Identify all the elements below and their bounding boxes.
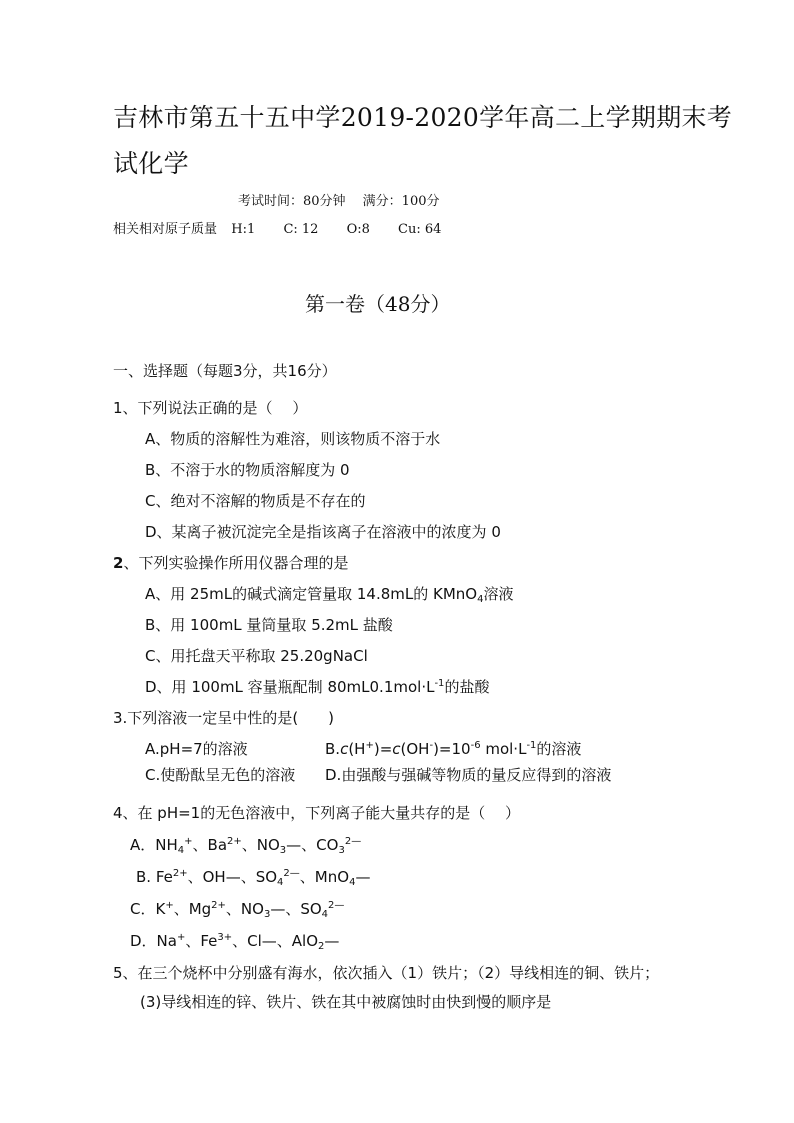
q4c-9: 2— — [328, 900, 345, 911]
q3-b-h: (H — [348, 740, 366, 758]
q4d-4: 、Cl—、AlO — [232, 932, 319, 950]
mass-cu: Cu: 64 — [398, 222, 442, 237]
exam-info: 考试时间：80分钟 满分：100分 — [238, 194, 440, 209]
q4a-3: 、Ba — [192, 836, 228, 854]
q2-number: 2 — [113, 554, 124, 572]
section-title: 第一卷（48分） — [305, 292, 451, 316]
q4d-1: + — [176, 932, 186, 943]
part-heading: 一、选择题（每题3分，共16分） — [113, 362, 337, 380]
q1-stem: 1、下列说法正确的是（ ） — [113, 399, 308, 417]
q4c-7: 、SO — [285, 900, 322, 918]
q4-option-a — [130, 834, 361, 856]
q4-option-d — [130, 930, 339, 952]
q4b-1: 2+ — [172, 868, 188, 879]
q4-stem: 4、在 pH=1的无色溶液中，下列离子能大量共存的是（ ） — [113, 804, 520, 822]
q4b-4: 2— — [283, 868, 300, 879]
q4c-1: + — [165, 900, 174, 911]
q4d-0: D．Na — [130, 932, 177, 950]
q4a-2: + — [184, 836, 193, 847]
q1-option-b: B、不溶于水的物质溶解度为 0 — [145, 461, 350, 479]
q3-b-post: 的溶液 — [536, 740, 582, 758]
q1-option-a: A、物质的溶解性为难溶，则该物质不溶于水 — [145, 430, 441, 448]
q2-option-d-tail: 的盐酸 — [444, 678, 490, 696]
q2-option-d-sup: -1 — [434, 678, 445, 689]
q2-option-d-text: D、用 100mL 容量瓶配制 80mL0.1mol·L — [145, 678, 435, 696]
q4c-6: — — [270, 900, 286, 918]
q4-option-c — [130, 898, 344, 920]
q3-option-c: C.使酚酞呈无色的溶液 — [145, 766, 296, 784]
q4c-0: C．K — [130, 900, 166, 918]
q5-stem: 5、在三个烧杯中分别盛有海水，依次插入（1）铁片；（2）导线相连的铜、铁片； — [113, 964, 660, 982]
q2-option-a-tail: 溶液 — [483, 585, 514, 603]
q3-b-c2: c — [392, 740, 401, 758]
q4b-6: 4 — [349, 877, 356, 888]
q4a-8: 、CO — [301, 836, 339, 854]
q3-b-c1: c — [340, 740, 349, 758]
q2-option-b: B、用 100mL 量筒量取 5.2mL 盐酸 — [145, 616, 393, 634]
q3-stem: 3.下列溶液一定呈中性的是( ) — [113, 709, 335, 727]
q4a-7: — — [286, 836, 302, 854]
page-title-line2: 试化学 — [113, 149, 189, 178]
q4c-4: 、NO — [225, 900, 264, 918]
q4b-5: 、MnO — [299, 868, 350, 886]
q4c-8: 4 — [321, 909, 329, 920]
q4d-6: — — [324, 932, 340, 950]
q1-option-c: C、绝对不溶解的物质是不存在的 — [145, 492, 366, 510]
atomic-mass-label: 相关相对原子质量 — [113, 222, 218, 237]
q4-option-b — [136, 866, 370, 888]
q4a-0: A．NH — [130, 836, 178, 854]
q4b-3: 4 — [277, 877, 284, 888]
q3-option-a: A.pH=7的溶液 — [145, 740, 248, 758]
q4a-10: 2— — [344, 836, 362, 847]
q2-stem-text: 、下列实验操作所用仪器合理的是 — [123, 554, 349, 572]
q4c-2: 、Mg — [173, 900, 212, 918]
page-title-line1: 吉林市第五十五中学2019-2020学年高二上学期期末考 — [113, 103, 733, 132]
q4d-2: 、Fe — [185, 932, 218, 950]
q4c-3: 2+ — [211, 900, 226, 911]
q3-b-unit: mol·L — [480, 740, 527, 758]
q4a-6: 3 — [279, 845, 287, 856]
q2-stem — [113, 552, 348, 573]
q3-b-unit-exp: -1 — [526, 740, 537, 751]
atomic-masses — [113, 218, 441, 237]
mass-o: O:8 — [346, 222, 370, 237]
q2-option-c: C、用托盘天平称取 25.20gNaCl — [145, 647, 368, 665]
q3-option-b — [325, 738, 581, 759]
q3-b-mid: )= — [373, 740, 393, 758]
q5-stem-continued: (3)导线相连的锌、铁片、铁在其中被腐蚀时由快到慢的顺序是 — [140, 993, 552, 1011]
q2-option-d — [145, 676, 489, 697]
q4b-7: — — [355, 868, 371, 886]
q2-option-a-text: A、用 25mL的碱式滴定管量取 14.8mL的 KMnO — [145, 585, 478, 603]
q3-b-pre: B. — [325, 740, 341, 758]
q3-b-minus: - — [429, 740, 434, 751]
q3-b-oh: (OH — [400, 740, 430, 758]
q4d-5: 2 — [318, 941, 325, 952]
q4a-9: 3 — [338, 845, 345, 856]
q4a-5: 、NO — [241, 836, 280, 854]
q4d-3: 3+ — [217, 932, 233, 943]
q2-option-a-sub: 4 — [477, 594, 484, 605]
q4a-1: 4 — [177, 845, 185, 856]
q3-b-plus: + — [365, 740, 374, 751]
q2-option-a — [145, 583, 513, 605]
q4b-2: 、OH—、SO — [187, 868, 278, 886]
q4c-5: 3 — [263, 909, 271, 920]
mass-h: H:1 — [231, 222, 256, 237]
q3-b-eq: )=10 — [433, 740, 471, 758]
q3-b-exp: -6 — [470, 740, 481, 751]
q3-option-d: D.由强酸与强碱等物质的量反应得到的溶液 — [325, 766, 612, 784]
mass-c: C: 12 — [283, 222, 319, 237]
q4a-4: 2+ — [227, 836, 242, 847]
q1-option-d: D、某离子被沉淀完全是指该离子在溶液中的浓度为 0 — [145, 523, 501, 541]
q4b-0: B. Fe — [136, 868, 173, 886]
